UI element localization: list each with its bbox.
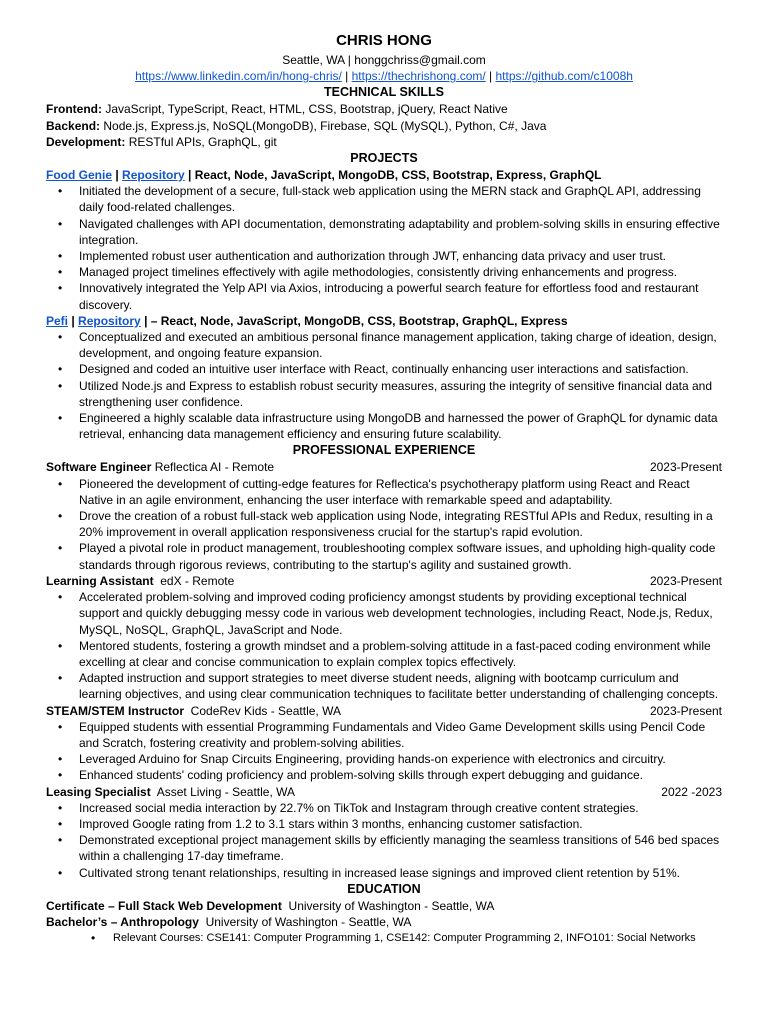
school: University of Washington - Seattle, WA: [198, 914, 412, 929]
education-entry: [46, 914, 722, 930]
job-title-line: [46, 573, 234, 589]
list-item: • Pioneered the development of cutting-edge features for Reflectica's psychotherapy platform using React and React Native in an agile environment, enhancing the user interface with remarkable speed and adaptability.: [46, 476, 722, 508]
list-item: • Initiated the development of a secure, full-stack web application using the MERN stack and GraphQL API, addressing daily food-related challenges.: [46, 183, 722, 215]
job-bullets: [46, 719, 722, 784]
project-link[interactable]: Food Genie: [46, 168, 112, 183]
list-item: • Navigated challenges with API documentation, demonstrating adaptability and problem-solving skills in ensuring effective integration.: [46, 216, 722, 248]
project-bullets: [46, 329, 722, 442]
skill-value: Node.js, Express.js, NoSQL(MongoDB), Firebase, SQL (MySQL), Python, C#, Java: [100, 118, 547, 133]
link-separator: |: [485, 69, 496, 84]
degree: Bachelor’s – Anthropology: [46, 914, 199, 929]
list-item: • Relevant Courses: CSE141: Computer Programming 1, CSE142: Computer Programming 2, INFO101: Social Networks: [46, 930, 722, 946]
skill-label: Frontend:: [46, 102, 102, 117]
repository-link[interactable]: Repository: [78, 313, 141, 328]
job-org: CodeRev Kids - Seattle, WA: [184, 703, 341, 718]
project-header-pefi: [46, 313, 722, 329]
job-bullets: [46, 800, 722, 881]
job-header: [46, 573, 722, 589]
education-title: EDUCATION: [347, 881, 421, 896]
school: University of Washington - Seattle, WA: [281, 898, 495, 913]
degree: Certificate – Full Stack Web Development: [46, 898, 282, 913]
job-role: Software Engineer: [46, 460, 152, 475]
github-link[interactable]: https://github.com/c1008h: [495, 69, 633, 84]
list-item: • Enhanced students' coding proficiency and problem-solving skills through expert debugging and guidance.: [46, 767, 722, 783]
job-dates: 2023-Present: [649, 573, 722, 588]
job-org: Reflectica AI - Remote: [151, 460, 275, 475]
list-item: • Accelerated problem-solving and improved coding proficiency amongst students by providing exceptional technical support and quickly debugging messy code in various web development technologies, including React, Node.js, Redux, MySQL, NoSQL, GraphQL, JavaScript and Node.: [46, 589, 722, 638]
job-title-line: [46, 703, 341, 719]
project-separator: |: [112, 168, 123, 183]
job-dates: 2023-Present: [649, 460, 722, 475]
list-item: • Utilized Node.js and Express to establish robust security measures, assuring the integrity of sensitive financial data and strengthening user confidence.: [46, 378, 722, 410]
list-item: • Adapted instruction and support strategies to meet diverse student needs, aligning with bootcamp curriculum and learning objectives, and using clear communication techniques to facilitate better understanding of challenging concepts.: [46, 670, 722, 702]
job-title-line: [46, 459, 274, 475]
job-role: Leasing Specialist: [46, 784, 151, 799]
skill-label: Backend:: [46, 118, 101, 133]
repository-link[interactable]: Repository: [122, 168, 185, 183]
skills-title: TECHNICAL SKILLS: [324, 85, 444, 100]
job-dates: 2023-Present: [649, 703, 722, 718]
list-item: • Conceptualized and executed an ambitious personal finance management application, taking charge of ideation, design, development, and ongoing feature expansion.: [46, 329, 722, 361]
job-dates: 2022 -2023: [661, 784, 722, 799]
list-item: • Increased social media interaction by 22.7% on TikTok and Instagram through creative content strategies.: [46, 800, 722, 816]
list-item: • Managed project timelines effectively with agile methodologies, consistently driving enhancements and progress.: [46, 264, 722, 280]
list-item: • Improved Google rating from 1.2 to 3.1 stars within 3 months, enhancing customer satisfaction.: [46, 816, 722, 832]
skill-row-development: [46, 134, 722, 150]
job-org: Asset Living - Seattle, WA: [150, 784, 295, 799]
education-entry: [46, 898, 722, 914]
project-stack: | React, Node, JavaScript, MongoDB, CSS, Bootstrap, Express, GraphQL: [184, 168, 602, 183]
link-separator: |: [341, 69, 352, 84]
list-item: • Innovatively integrated the Yelp API via Axios, introducing a powerful search feature for effortless food and restaurant discovery.: [46, 280, 722, 312]
list-item: • Mentored students, fostering a growth mindset and a problem-solving attitude in a fast-paced coding environment while excelling at clear and concise communication to explain complex topics effectively.: [46, 638, 722, 670]
courses-list: [46, 930, 722, 946]
list-item: • Leveraged Arduino for Snap Circuits Engineering, providing hands-on experience with electronics and circuitry.: [46, 751, 722, 767]
project-separator: |: [68, 313, 79, 328]
skill-value: RESTful APIs, GraphQL, git: [125, 134, 277, 149]
list-item: • Cultivated strong tenant relationships, resulting in increased lease signings and improved client retention by 51%.: [46, 865, 722, 881]
location-email: Seattle, WA | honggchriss@gmail.com: [282, 53, 486, 67]
list-item: • Demonstrated exceptional project management skills by efficiently managing the seamless transitions of 546 bed spaces within a challenging 17-day timeframe.: [46, 832, 722, 864]
project-bullets: [46, 183, 722, 313]
project-header-food-genie: [46, 167, 722, 183]
experience-title: PROFESSIONAL EXPERIENCE: [292, 443, 476, 458]
skill-value: JavaScript, TypeScript, React, HTML, CSS, Bootstrap, jQuery, React Native: [102, 102, 508, 117]
skill-label: Development:: [46, 134, 126, 149]
list-item: • Designed and coded an intuitive user interface with React, continually enhancing user interactions and satisfaction.: [46, 361, 722, 377]
list-item: • Engineered a highly scalable data infrastructure using MongoDB and harnessed the power of GraphQL for dynamic data retrieval, enhancing data management efficiency and ensuring future scalability.: [46, 410, 722, 442]
job-role: STEAM/STEM Instructor: [46, 703, 185, 718]
skill-row-frontend: [46, 101, 722, 117]
job-bullets: [46, 476, 722, 573]
project-stack: | – React, Node, JavaScript, MongoDB, CSS, Bootstrap, GraphQL, Express: [140, 313, 568, 328]
job-header: [46, 784, 722, 800]
job-header: [46, 459, 722, 475]
linkedin-link[interactable]: https://www.linkedin.com/in/hong-chris/: [135, 69, 342, 84]
list-item: • Drove the creation of a robust full-stack web application using Node, integrating RESTful APIs and Redux, resulting in a 20% improvement in overall application responsiveness crucial for the startup's rapid evolution.: [46, 508, 722, 540]
website-link[interactable]: https://thechrishong.com/: [351, 69, 486, 84]
job-role: Learning Assistant: [46, 573, 154, 588]
projects-title: PROJECTS: [350, 151, 418, 166]
job-org: edX - Remote: [153, 573, 235, 588]
job-header: [46, 703, 722, 719]
contact-links: [46, 68, 722, 84]
candidate-name: CHRIS HONG: [336, 32, 432, 49]
job-title-line: [46, 784, 295, 800]
project-link[interactable]: Pefi: [46, 313, 69, 328]
skill-row-backend: [46, 118, 722, 134]
job-bullets: [46, 589, 722, 702]
list-item: • Implemented robust user authentication and authorization through JWT, enhancing data privacy and user trust.: [46, 248, 722, 264]
list-item: • Equipped students with essential Programming Fundamentals and Video Game Development skills using Pencil Code and Scratch, fostering creativity and problem-solving abilities.: [46, 719, 722, 751]
list-item: • Played a pivotal role in product management, troubleshooting complex software issues, and upholding high-quality code standards through rigorous reviews, contributing to the startup's agility and sustained growth.: [46, 540, 722, 572]
